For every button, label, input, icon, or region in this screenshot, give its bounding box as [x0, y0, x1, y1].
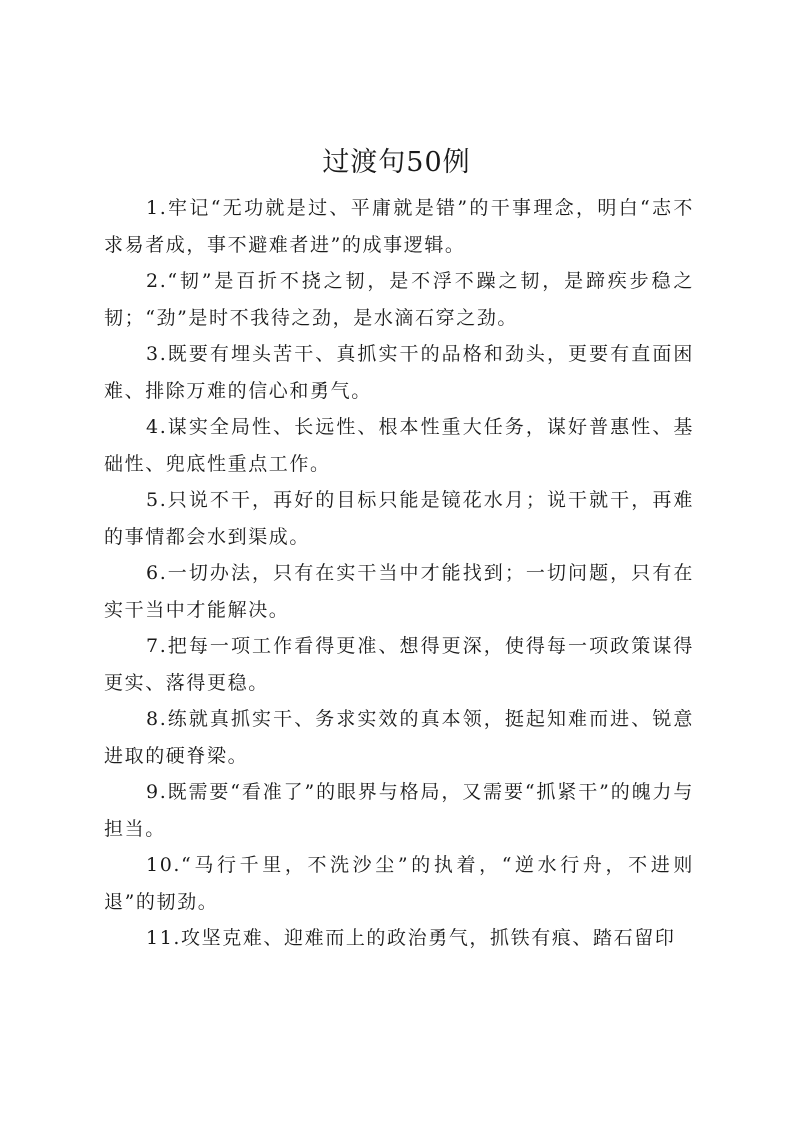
paragraph-1: 1.牢记“无功就是过、平庸就是错”的干事理念，明白“志不求易者成，事不避难者进”的成事逻辑。 — [104, 197, 694, 256]
paragraph-2: 2.“韧”是百折不挠之韧，是不浮不躁之韧，是蹄疾步稳之韧；“劲”是时不我待之劲，是水滴石穿之劲。 — [104, 270, 694, 329]
paragraph-5: 5.只说不干，再好的目标只能是镜花水月；说干就干，再难的事情都会水到渠成。 — [104, 489, 694, 548]
paragraph-4: 4.谋实全局性、长远性、根本性重大任务，谋好普惠性、基础性、兜底性重点工作。 — [104, 416, 694, 475]
document-title: 过渡句50例 — [322, 147, 471, 178]
paragraph-8: 8.练就真抓实干、务求实效的真本领，挺起知难而进、锐意进取的硬脊梁。 — [104, 708, 694, 767]
paragraph-11: 11.攻坚克难、迎难而上的政治勇气，抓铁有痕、踏石留印 — [146, 927, 676, 949]
paragraph-6: 6.一切办法，只有在实干当中才能找到；一切问题，只有在实干当中才能解决。 — [104, 562, 694, 621]
paragraph-7: 7.把每一项工作看得更准、想得更深，使得每一项政策谋得更实、落得更稳。 — [104, 635, 694, 694]
document-body — [104, 190, 694, 957]
paragraph-9: 9.既需要“看准了”的眼界与格局，又需要“抓紧干”的魄力与担当。 — [104, 781, 694, 840]
paragraph-10: 10.“马行千里，不洗沙尘”的执着，“逆水行舟，不进则退”的韧劲。 — [104, 854, 694, 913]
paragraph-3: 3.既要有埋头苦干、真抓实干的品格和劲头，更要有直面困难、排除万难的信心和勇气。 — [104, 343, 694, 402]
